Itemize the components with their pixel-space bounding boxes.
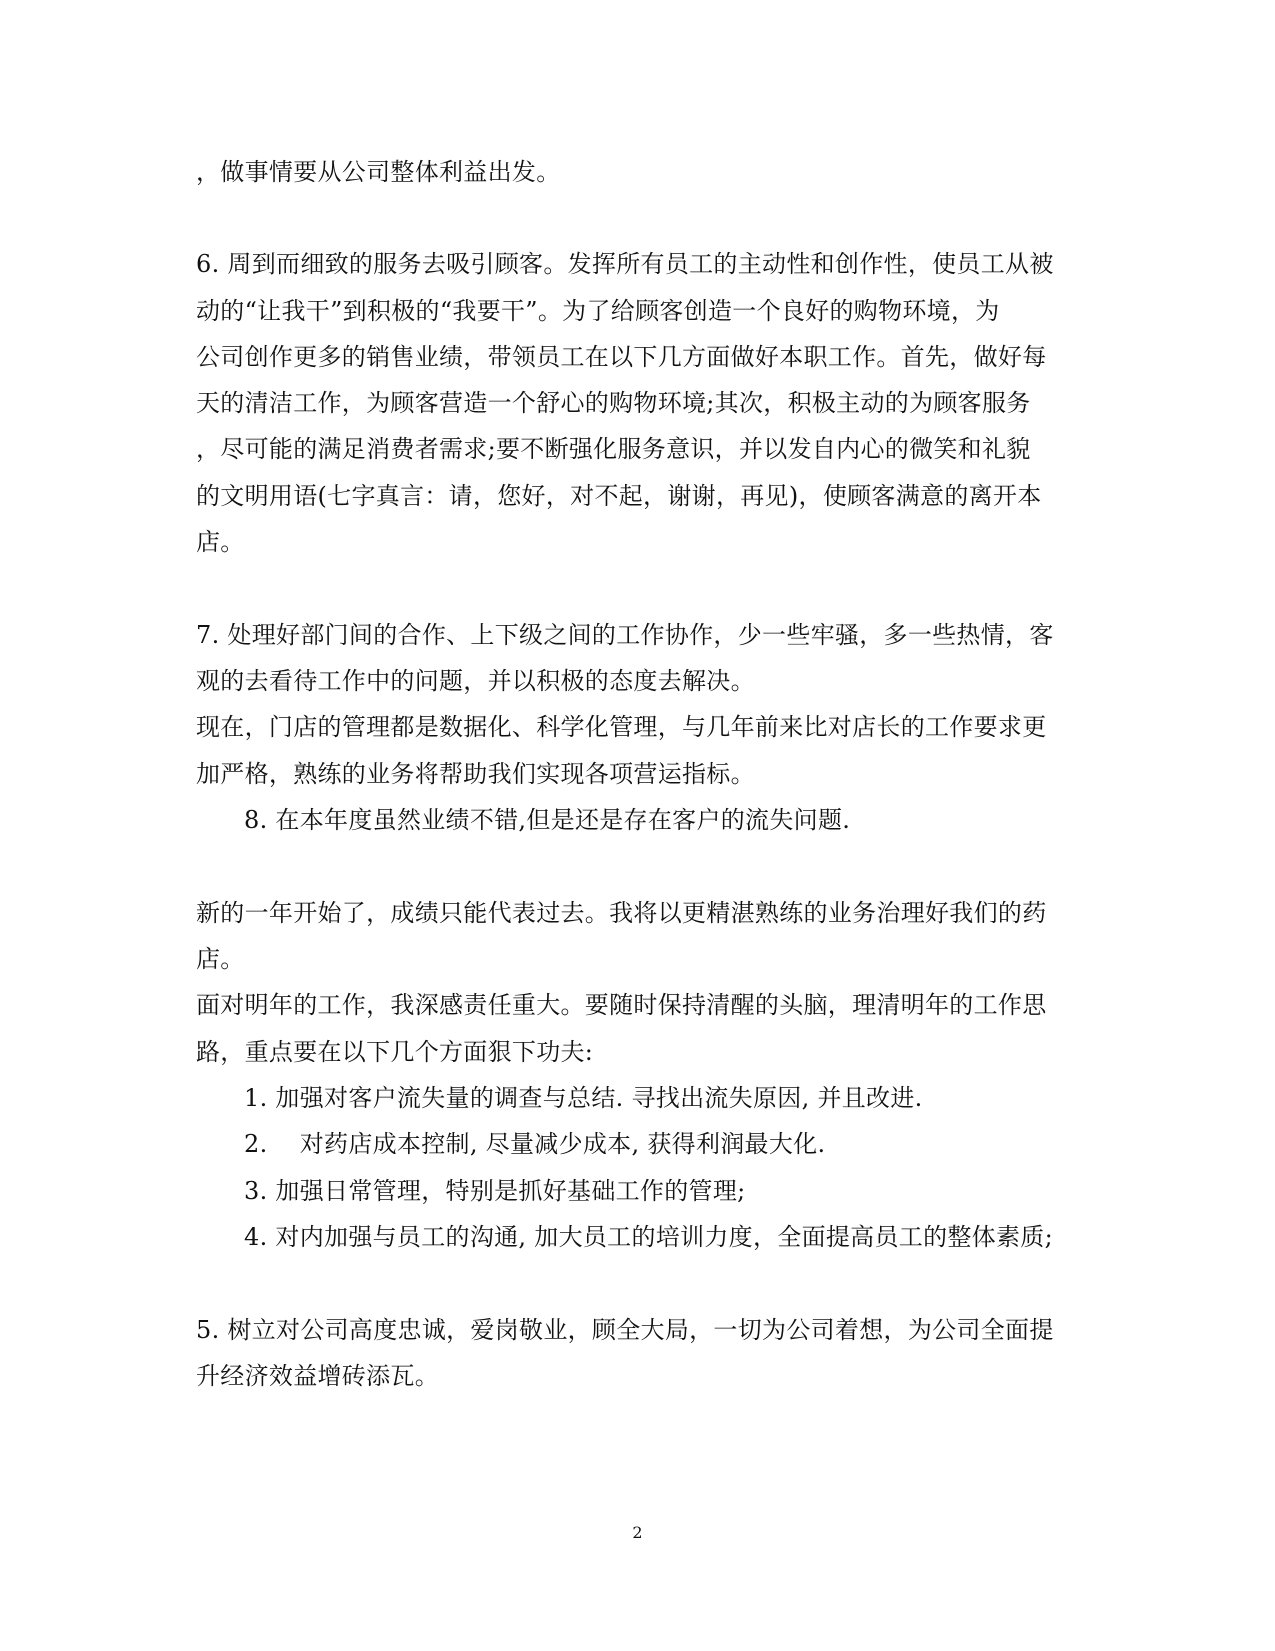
paragraph-line: ，做事情要从公司整体利益出发。 xyxy=(196,158,561,186)
paragraph-line: 6. 周到而细致的服务去吸引顾客。发挥所有员工的主动性和创作性，使员工从被 xyxy=(196,250,1054,278)
paragraph-line: 路，重点要在以下几个方面狠下功夫: xyxy=(196,1038,594,1066)
list-item: 8. 在本年度虽然业绩不错,但是还是存在客户的流失问题. xyxy=(244,806,851,834)
paragraph-line: 加严格，熟练的业务将帮助我们实现各项营运指标。 xyxy=(196,760,755,788)
list-item: 1. 加强对客户流失量的调查与总结. 寻找出流失原因, 并且改进. xyxy=(244,1084,923,1112)
page-number: 2 xyxy=(632,1523,643,1542)
paragraph-line: 观的去看待工作中的问题，并以积极的态度去解决。 xyxy=(196,667,755,695)
paragraph-line: 动的“让我干”到积极的“我要干”。为了给顾客创造一个良好的购物环境，为 xyxy=(196,297,1000,325)
list-item: 2. 对药店成本控制, 尽量减少成本, 获得利润最大化. xyxy=(244,1130,826,1158)
paragraph-line: 新的一年开始了，成绩只能代表过去。我将以更精湛熟练的业务治理好我们的药 xyxy=(196,899,1047,927)
paragraph-line: 5. 树立对公司高度忠诚，爱岗敬业，顾全大局，一切为公司着想，为公司全面提 xyxy=(196,1316,1054,1344)
paragraph-line: 公司创作更多的销售业绩，带领员工在以下几方面做好本职工作。首先，做好每 xyxy=(196,343,1047,371)
paragraph-line: 店。 xyxy=(196,528,245,556)
paragraph-line: 的文明用语(七字真言：请，您好，对不起，谢谢，再见)，使顾客满意的离开本 xyxy=(196,482,1042,510)
paragraph-line: ，尽可能的满足消费者需求;要不断强化服务意识，并以发自内心的微笑和礼貌 xyxy=(196,435,1031,463)
list-item: 3. 加强日常管理，特别是抓好基础工作的管理; xyxy=(244,1177,746,1205)
list-item: 4. 对内加强与员工的沟通, 加大员工的培训力度，全面提高员工的整体素质; xyxy=(244,1223,1053,1251)
paragraph-line: 现在，门店的管理都是数据化、科学化管理，与几年前来比对店长的工作要求更 xyxy=(196,713,1047,741)
paragraph-line: 7. 处理好部门间的合作、上下级之间的工作协作，少一些牢骚，多一些热情，客 xyxy=(196,621,1054,649)
paragraph-line: 店。 xyxy=(196,945,245,973)
paragraph-line: 天的清洁工作，为顾客营造一个舒心的购物环境;其次，积极主动的为顾客服务 xyxy=(196,389,1031,417)
paragraph-line: 升经济效益增砖添瓦。 xyxy=(196,1362,439,1390)
paragraph-line: 面对明年的工作，我深感责任重大。要随时保持清醒的头脑，理清明年的工作思 xyxy=(196,991,1047,1019)
